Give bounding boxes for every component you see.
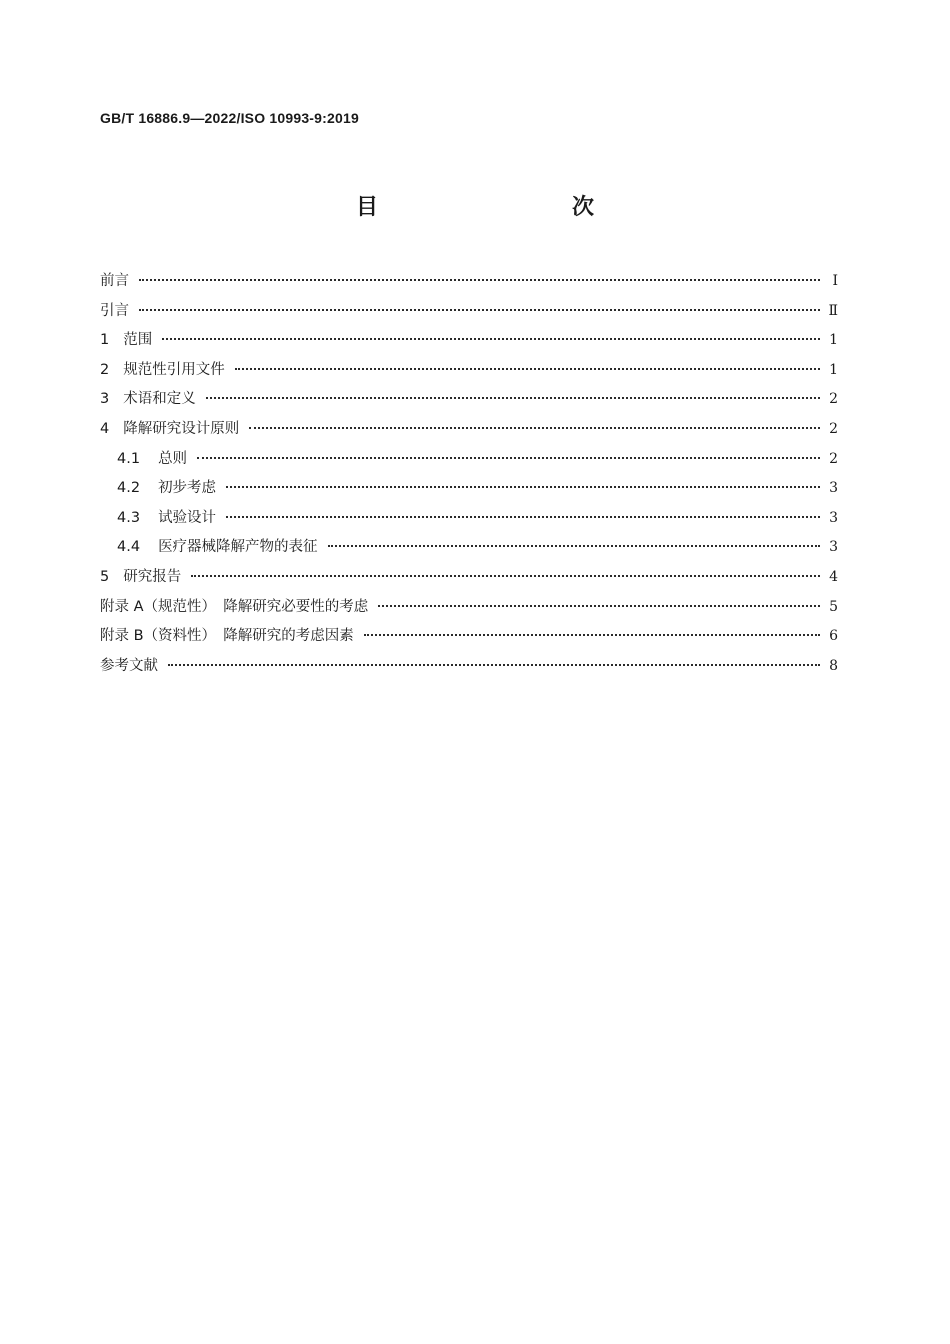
dot-leader [364,634,820,636]
toc-entry-label: 规范性引用文件 [123,361,225,378]
toc-entry-label: 参考文献 [100,657,158,674]
dot-leader [162,338,820,340]
toc-entry-test-design[interactable] [100,506,838,536]
toc-entry-number: 4.2 [117,480,141,497]
toc-entry-label: 术语和定义 [123,391,196,408]
toc-entry-page: 2 [829,450,838,467]
toc-entry-label: 研究报告 [123,568,182,585]
toc-entry-page: 1 [829,361,838,378]
toc-entry-page: 5 [829,598,838,615]
toc-entry-label: 引言 [100,302,129,319]
toc-entry-page: Ⅰ [832,273,838,289]
toc-entry-page: 6 [829,628,838,645]
toc-entry-study-report[interactable] [100,565,838,595]
toc-entry-label: 试验设计 [158,509,217,526]
toc-entry-number: 2 [100,361,110,378]
toc-entry-annex-b[interactable] [100,624,838,654]
toc-entry-introduction[interactable] [100,299,838,329]
table-of-contents [100,269,838,683]
toc-entry-page: 3 [829,539,838,556]
toc-entry-bibliography[interactable] [100,654,838,684]
toc-entry-number: 1 [100,332,110,349]
dot-leader [139,309,820,311]
toc-entry-page: 3 [829,509,838,526]
toc-entry-page: 2 [829,420,838,437]
toc-entry-preliminary-considerations[interactable] [100,476,838,506]
dot-leader [206,397,820,399]
toc-entry-page: Ⅱ [828,302,838,319]
toc-entry-page: 4 [829,568,838,585]
toc-entry-page: 2 [829,391,838,408]
toc-entry-label: 初步考虑 [158,480,217,497]
toc-entry-label: 降解研究设计原则 [123,420,240,437]
toc-entry-page: 1 [829,332,838,349]
dot-leader [168,664,820,666]
toc-entry-label: 附录 A（规范性） 降解研究必要性的考虑 [100,598,369,615]
toc-entry-design-principles[interactable] [100,417,838,447]
dot-leader [139,279,820,281]
dot-leader [235,368,820,370]
toc-entry-label: 医疗器械降解产物的表征 [158,539,318,556]
toc-entry-label: 前言 [100,273,129,289]
dot-leader [378,605,820,607]
dot-leader [197,457,820,459]
toc-entry-terms-definitions[interactable] [100,387,838,417]
toc-entry-number: 5 [100,568,110,585]
toc-entry-label: 总则 [158,450,188,467]
toc-entry-general[interactable] [100,447,838,477]
toc-entry-number: 4 [100,420,110,437]
dot-leader [191,575,820,577]
toc-entry-page: 8 [829,657,838,674]
toc-entry-number: 4.3 [117,509,141,526]
standard-code: GB/T 16886.9—2022/ISO 10993-9:2019 [100,110,359,126]
toc-entry-label: 附录 B（资料性） 降解研究的考虑因素 [100,628,354,645]
toc-entry-label: 范围 [123,332,153,349]
toc-title: 目 次 [355,195,644,220]
toc-entry-number: 3 [100,391,110,408]
toc-entry-page: 3 [829,480,838,497]
toc-entry-foreword[interactable] [100,269,838,299]
dot-leader [226,486,820,488]
toc-entry-annex-a[interactable] [100,595,838,625]
toc-entry-number: 4.1 [117,450,141,467]
toc-entry-normative-references[interactable] [100,358,838,388]
toc-entry-scope[interactable] [100,328,838,358]
dot-leader [226,516,820,518]
toc-entry-number: 4.4 [117,539,141,556]
dot-leader [249,427,820,429]
dot-leader [328,545,820,547]
toc-entry-degradation-products[interactable] [100,535,838,565]
